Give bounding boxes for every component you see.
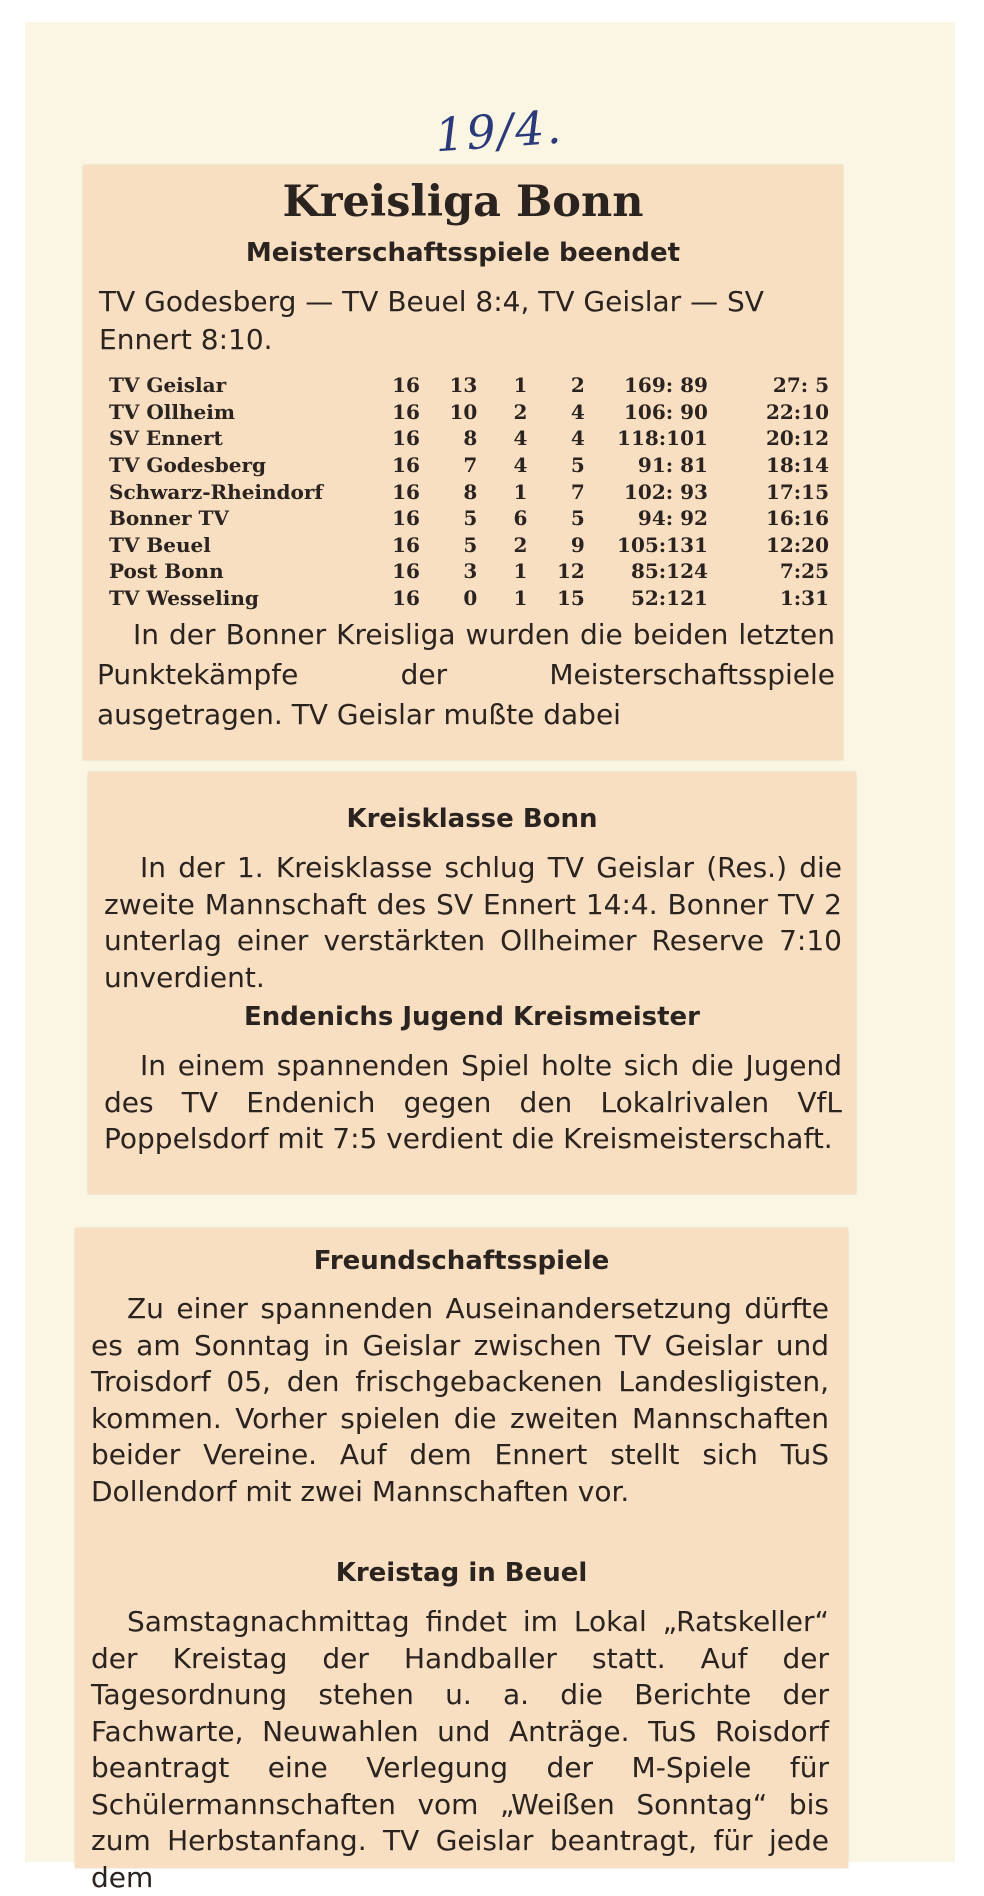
table-row bbox=[109, 372, 829, 399]
games-played: 16 bbox=[392, 453, 420, 478]
table-row bbox=[109, 532, 829, 559]
games-lost: 2 bbox=[570, 373, 585, 398]
clipping-freundschaftsspiele bbox=[75, 1228, 848, 1894]
kreistag-report-text: Samstagnachmittag findet im Lokal „Ratskeller“ der Kreistag der Handballer statt. Auf der Tagesordnung stehen u. a. die Berichte der Fachwarte, Neuwahlen und Anträge. TuS Roisdorf beantragt eine Verlegung der M-Spiele für Schülermannschaften vom „Weißen Sonntag“ bis zum Herbstanfang. TV Geislar beantragt, für jede dem bbox=[91, 1605, 829, 1894]
goal-ratio: 118:101 bbox=[617, 426, 708, 451]
team-name: Post Bonn bbox=[109, 559, 224, 584]
goal-ratio: 85:124 bbox=[630, 559, 708, 584]
endenich-report bbox=[104, 1048, 842, 1158]
kreisliga-report bbox=[97, 615, 835, 735]
album-page bbox=[25, 22, 955, 1894]
games-lost: 7 bbox=[570, 479, 585, 504]
kreisklasse-report bbox=[104, 850, 842, 996]
games-won: 8 bbox=[463, 479, 478, 504]
table-row bbox=[109, 585, 829, 612]
games-drawn: 1 bbox=[513, 373, 528, 398]
games-drawn: 4 bbox=[513, 453, 528, 478]
team-name: TV Ollheim bbox=[109, 399, 236, 424]
points: 22:10 bbox=[765, 399, 829, 424]
team-name: TV Geislar bbox=[109, 373, 227, 398]
games-lost: 9 bbox=[570, 532, 585, 557]
points: 18:14 bbox=[765, 453, 829, 478]
games-lost: 5 bbox=[570, 453, 585, 478]
games-drawn: 6 bbox=[513, 506, 528, 531]
games-won: 5 bbox=[463, 532, 478, 557]
team-name: Bonner TV bbox=[109, 506, 229, 531]
games-lost: 12 bbox=[556, 559, 585, 584]
freundschaft-report-text: Zu einer spannenden Auseinandersetzung dürfte es am Sonntag in Geislar zwischen TV Geislar und Troisdorf 05, den frischgebackenen Landesligisten, kommen. Vorher spielen die zweiten Mannschaften beider Vereine. Auf dem Ennert stellt sich TuS Dollendorf mit zwei Mannschaften vor. bbox=[91, 1292, 829, 1508]
points: 16:16 bbox=[765, 506, 829, 531]
games-won: 3 bbox=[463, 559, 478, 584]
clipping-kreisklasse bbox=[88, 772, 856, 1194]
table-row bbox=[109, 425, 829, 452]
games-played: 16 bbox=[392, 426, 420, 451]
games-won: 5 bbox=[463, 506, 478, 531]
endenich-report-text: In einem spannenden Spiel holte sich die Jugend des TV Endenich gegen den Lokalrivalen VfL Poppelsdorf mit 7:5 verdient die Kreismeisterschaft. bbox=[104, 1049, 842, 1155]
goal-ratio: 169: 89 bbox=[623, 373, 708, 398]
table-row bbox=[109, 558, 829, 585]
kreisklasse-title: Kreisklasse Bonn bbox=[346, 804, 598, 834]
goal-ratio: 106: 90 bbox=[623, 399, 708, 424]
points: 27: 5 bbox=[772, 373, 829, 398]
team-name: TV Godesberg bbox=[109, 453, 266, 478]
team-name: SV Ennert bbox=[109, 426, 223, 451]
endenich-title: Endenichs Jugend Kreismeister bbox=[244, 1002, 700, 1032]
points: 17:15 bbox=[765, 479, 829, 504]
points: 12:20 bbox=[765, 532, 829, 557]
clipping-kreisliga bbox=[83, 165, 843, 760]
table-row bbox=[109, 478, 829, 505]
freundschaft-title: Freundschaftsspiele bbox=[313, 1246, 610, 1276]
kreisliga-subtitle: Meisterschaftsspiele beendet bbox=[245, 238, 681, 268]
games-played: 16 bbox=[392, 532, 420, 557]
games-drawn: 1 bbox=[513, 479, 528, 504]
points: 1:31 bbox=[779, 586, 829, 611]
standings-table bbox=[109, 372, 829, 611]
kreisliga-title: Kreisliga Bonn bbox=[282, 177, 644, 227]
games-drawn: 4 bbox=[513, 426, 528, 451]
games-won: 13 bbox=[449, 373, 478, 398]
games-played: 16 bbox=[392, 373, 420, 398]
table-row bbox=[109, 505, 829, 532]
games-lost: 5 bbox=[570, 506, 585, 531]
games-lost: 4 bbox=[570, 399, 585, 424]
games-drawn: 2 bbox=[513, 399, 528, 424]
points: 7:25 bbox=[779, 559, 829, 584]
games-won: 0 bbox=[463, 586, 478, 611]
games-won: 7 bbox=[463, 453, 478, 478]
games-lost: 4 bbox=[570, 426, 585, 451]
goal-ratio: 105:131 bbox=[617, 532, 708, 557]
team-name: TV Beuel bbox=[109, 532, 211, 557]
goal-ratio: 94: 92 bbox=[637, 506, 708, 531]
games-won: 10 bbox=[449, 399, 478, 424]
kreistag-report bbox=[91, 1604, 829, 1896]
games-played: 16 bbox=[392, 586, 420, 611]
games-played: 16 bbox=[392, 479, 420, 504]
handwritten-date: 19/4. bbox=[433, 99, 565, 163]
points: 20:12 bbox=[765, 426, 829, 451]
kreistag-title: Kreistag in Beuel bbox=[335, 1558, 588, 1588]
table-row bbox=[109, 399, 829, 426]
kreisklasse-report-text: In der 1. Kreisklasse schlug TV Geislar (Res.) die zweite Mannschaft des SV Ennert 14:4. Bonner TV 2 unterlag einer verstärkten Ollheimer Reserve 7:10 unverdient. bbox=[104, 851, 842, 994]
games-drawn: 2 bbox=[513, 532, 528, 557]
freundschaft-report bbox=[91, 1291, 829, 1510]
goal-ratio: 52:121 bbox=[630, 586, 708, 611]
goal-ratio: 102: 93 bbox=[623, 479, 708, 504]
kreisliga-report-text: In der Bonner Kreisliga wurden die beiden letzten Punktekämpfe der Meisterschaftsspiele ausgetragen. TV Geislar mußte dabei bbox=[97, 618, 835, 731]
games-played: 16 bbox=[392, 559, 420, 584]
games-lost: 15 bbox=[556, 586, 585, 611]
games-drawn: 1 bbox=[513, 586, 528, 611]
games-drawn: 1 bbox=[513, 559, 528, 584]
table-row bbox=[109, 452, 829, 479]
games-won: 8 bbox=[463, 426, 478, 451]
kreisliga-results: TV Godesberg — TV Beuel 8:4, TV Geislar — SV Ennert 8:10. bbox=[99, 285, 764, 356]
goal-ratio: 91: 81 bbox=[637, 453, 708, 478]
games-played: 16 bbox=[392, 399, 420, 424]
team-name: TV Wesseling bbox=[109, 586, 259, 611]
team-name: Schwarz-Rheindorf bbox=[109, 479, 324, 504]
games-played: 16 bbox=[392, 506, 420, 531]
